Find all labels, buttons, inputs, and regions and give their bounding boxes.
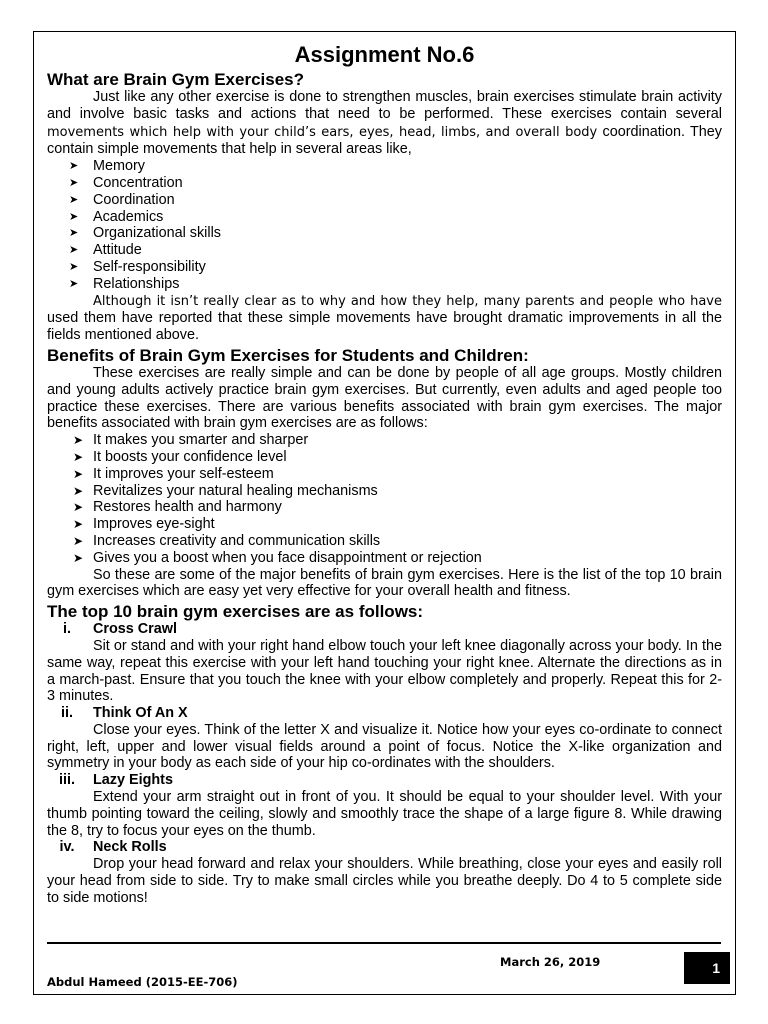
exercise-text: Sit or stand and with your right hand elbow touch your left knee diagonally across your body. In the same way, repeat this exercise with your left hand touching your right knee. Alternate the directions as in a march-past. Ensure that you touch the knee with your elbow completely and properly. Repeat this for 2-3 minutes. bbox=[47, 637, 722, 705]
list-item: ➤ Increases creativity and communication skills bbox=[73, 533, 722, 550]
benefits-list bbox=[47, 432, 722, 566]
document-body bbox=[47, 42, 722, 907]
paragraph: So these are some of the major benefits of brain gym exercises. Here is the list of the top 10 brain gym exercises which are easy yet very effective for your overall health and fitness. bbox=[47, 566, 722, 600]
list-item: ➤ Improves eye-sight bbox=[73, 516, 722, 533]
list-item: ➤ It makes you smarter and sharper bbox=[73, 432, 722, 449]
list-item: ➤ Gives you a boost when you face disappointment or rejection bbox=[73, 550, 722, 567]
exercise-title: iv. Neck Rolls bbox=[59, 839, 167, 856]
exercise-text: Drop your head forward and relax your shoulders. While breathing, close your eyes and easily roll your head from side to side. Try to make small circles while you breathe deeply. Do 4 to 5 complete side to side motions! bbox=[47, 856, 722, 906]
paragraph: These exercises are really simple and can be done by people of all age groups. Mostly children and young adults actively practice brain gym exercises. But currently, even adults and aged people too practice these exercises. There are various benefits associated with brain gym exercises. The major benefits associated with brain gym exercises are as follows: bbox=[47, 364, 722, 432]
section-heading: The top 10 brain gym exercises are as follows: bbox=[47, 602, 424, 622]
page-number: 1 bbox=[684, 952, 730, 984]
section-heading: What are Brain Gym Exercises? bbox=[47, 70, 305, 89]
footer-divider bbox=[47, 942, 721, 944]
page-title: Assignment No.6 bbox=[294, 42, 475, 67]
list-item: ➤ Organizational skills bbox=[69, 225, 722, 242]
list-item: ➤ Revitalizes your natural healing mechanisms bbox=[73, 483, 722, 500]
areas-list bbox=[47, 158, 722, 292]
list-item: ➤ Academics bbox=[69, 209, 722, 226]
paragraph: Just like any other exercise is done to strengthen muscles, brain exercises stimulate brain activity and involve basic tasks and actions that need to be performed. These exercises contain several movements which help with your child’s ears, eyes, head, limbs, and overall body coordination. They contain simple movements that help in several areas like, bbox=[47, 89, 722, 158]
list-item: ➤ Coordination bbox=[69, 192, 722, 209]
list-item: ➤ Relationships bbox=[69, 276, 722, 293]
exercise-text: Close your eyes. Think of the letter X and visualize it. Notice how your eyes co-ordinate to connect right, left, upper and lower visual fields around a point of focus. Notice the X-like organization and symmetry in your body as each side of your hip co-ordinates with the shoulders. bbox=[47, 721, 722, 772]
exercise-title: i. Cross Crawl bbox=[63, 621, 177, 638]
exercise-text: Extend your arm straight out in front of you. It should be equal to your shoulder level. With your thumb pointing toward the ceiling, slowly and smoothly trace the shape of a large figure 8. While drawing the 8, try to focus your eyes on the thumb. bbox=[47, 789, 722, 839]
list-item: ➤ Memory bbox=[69, 158, 722, 175]
list-item: ➤ It boosts your confidence level bbox=[73, 449, 722, 466]
list-item: ➤ It improves your self-esteem bbox=[73, 466, 722, 483]
list-item: ➤ Concentration bbox=[69, 175, 722, 192]
section-heading: Benefits of Brain Gym Exercises for Students and Children: bbox=[47, 345, 529, 365]
list-item: ➤ Self-responsibility bbox=[69, 259, 722, 276]
paragraph: Although it isn’t really clear as to why and how they help, many parents and people who have used them have reported that these simple movements have brought dramatic improvements in all the fields mentioned above. bbox=[47, 293, 722, 344]
footer-author: Abdul Hameed (2015-EE-706) bbox=[47, 975, 238, 989]
exercise-title: ii. Think Of An X bbox=[61, 705, 188, 722]
list-item: ➤ Restores health and harmony bbox=[73, 499, 722, 516]
footer-date: March 26, 2019 bbox=[500, 955, 601, 969]
list-item: ➤ Attitude bbox=[69, 242, 722, 259]
exercise-title: iii. Lazy Eights bbox=[59, 772, 173, 789]
